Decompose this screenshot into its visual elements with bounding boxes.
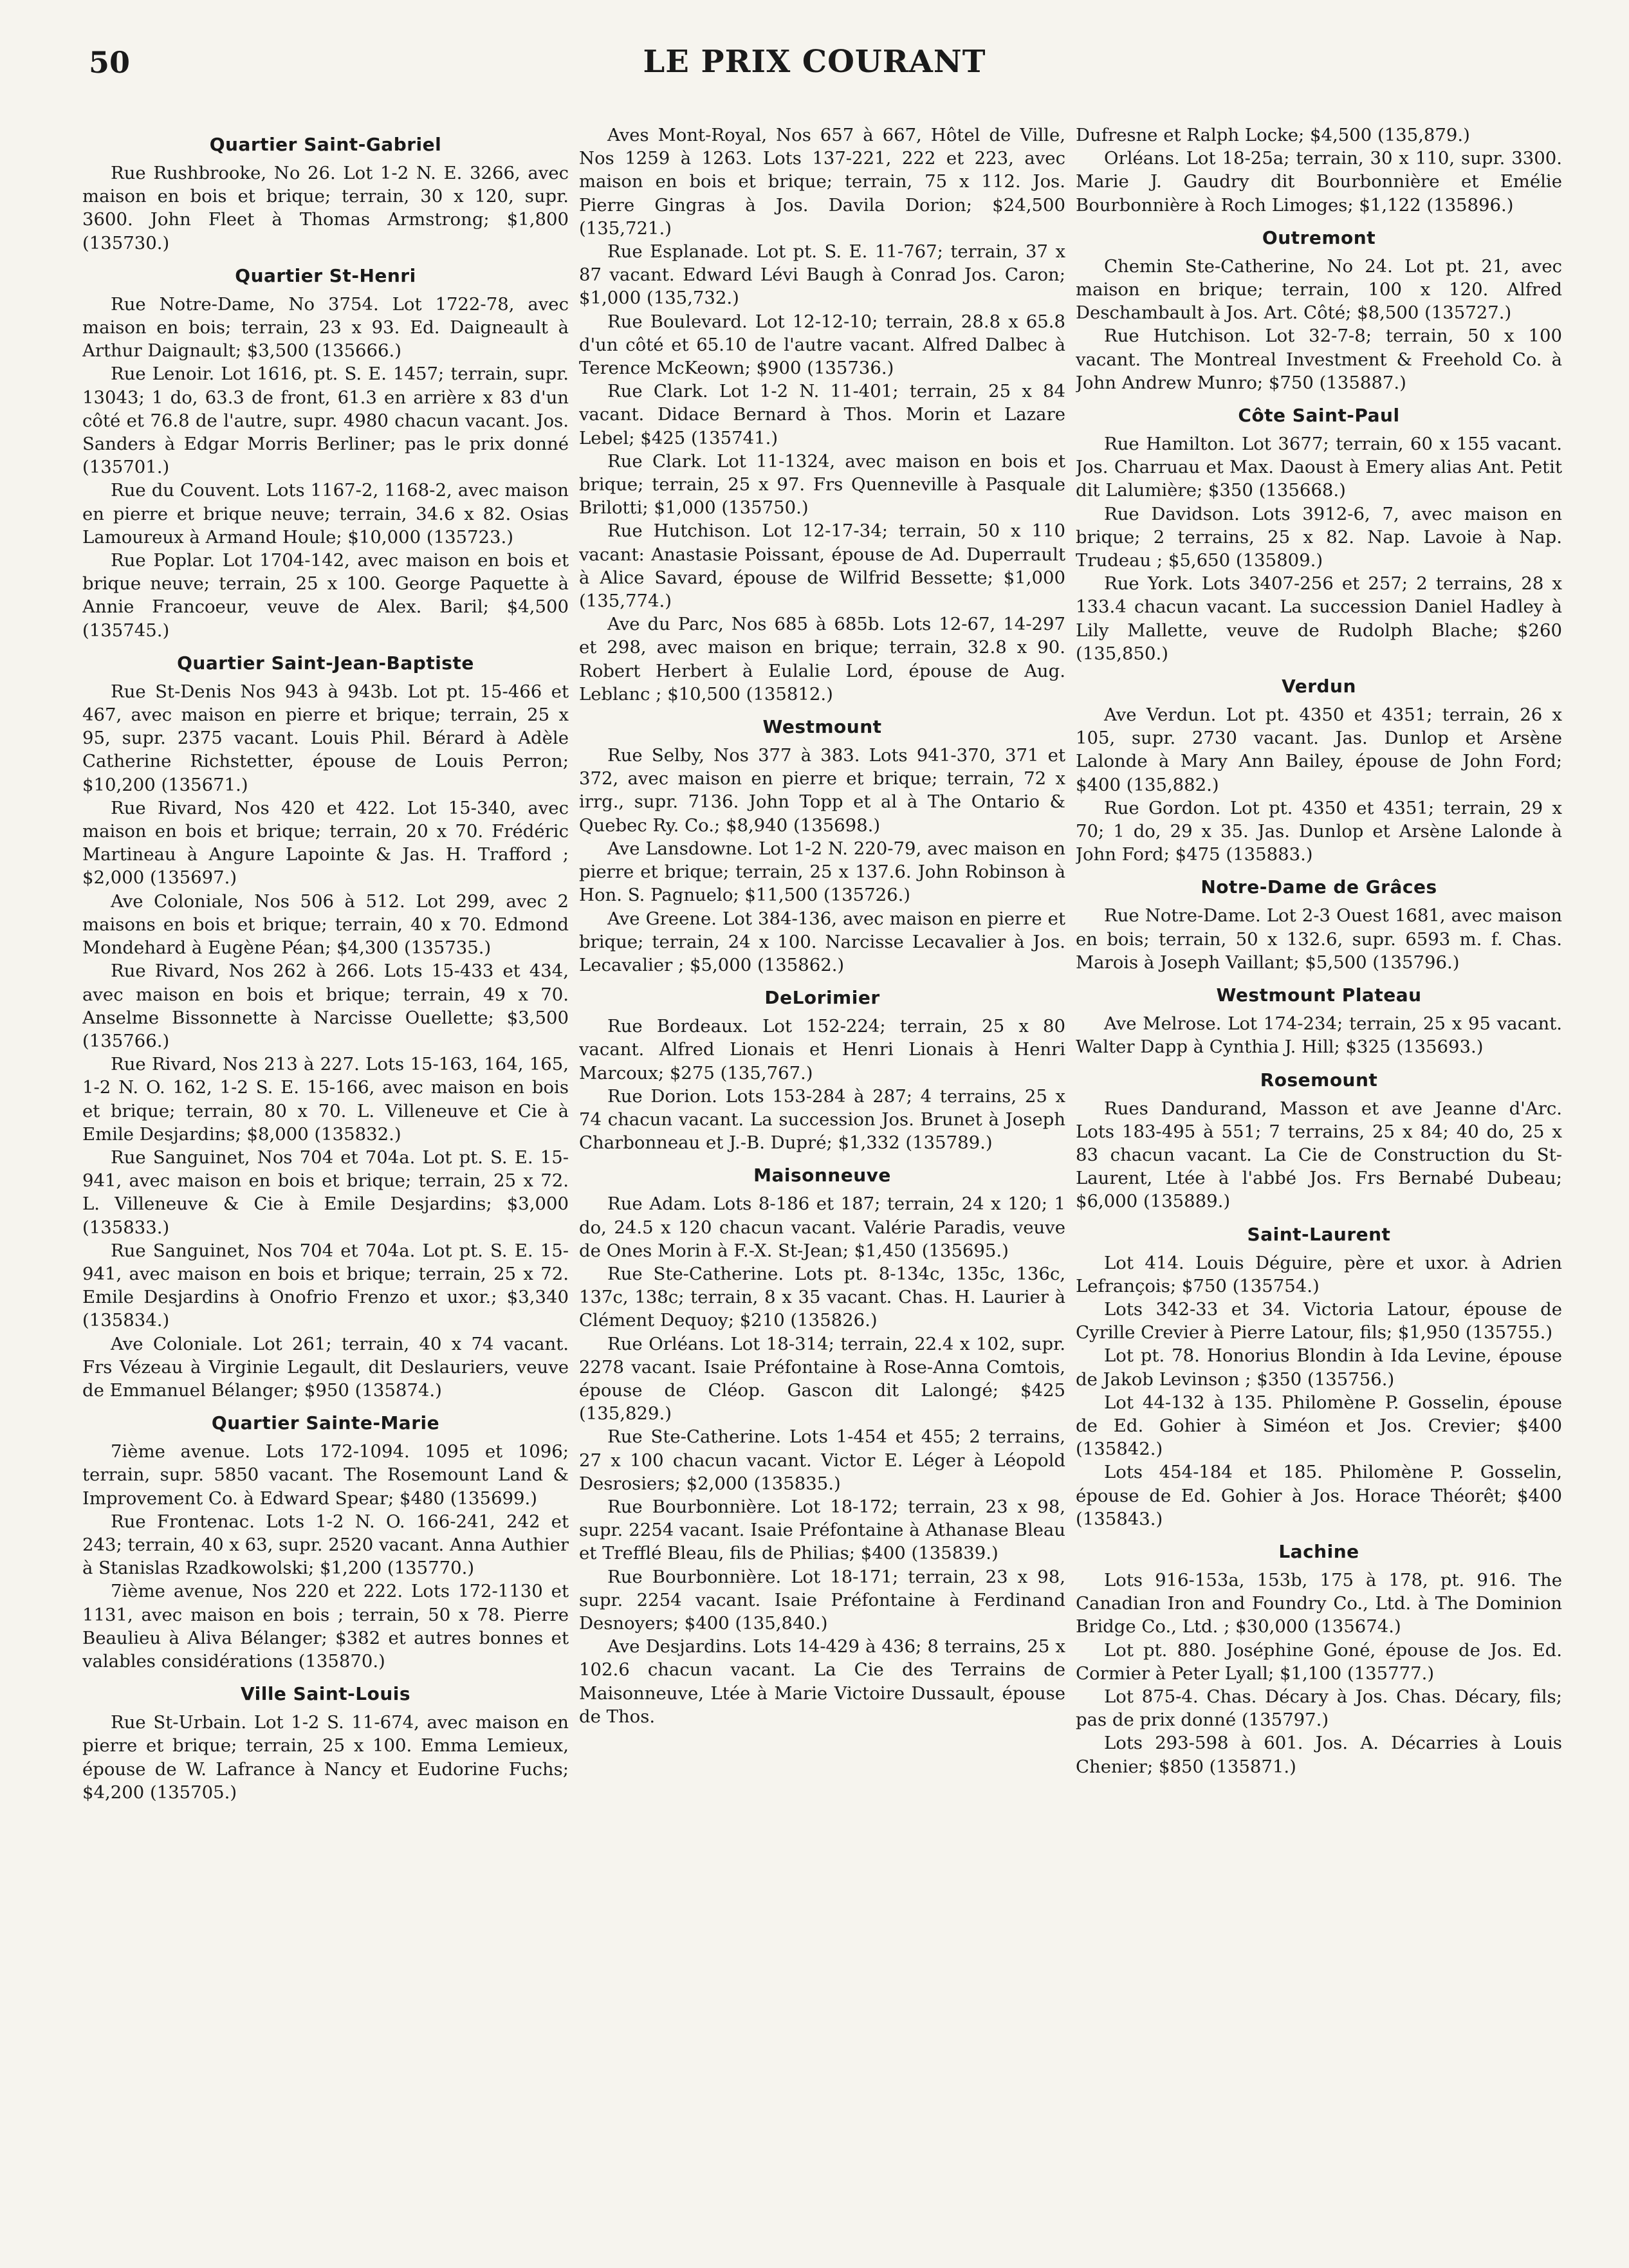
section	[1076, 405, 1562, 665]
transaction-entry: Ave du Parc, Nos 685 à 685b. Lots 12-67, 14-297 et 298, avec maison en brique; terrain, 32.8 x 90. Robert Herbert à Eulalie Lord, épouse de Aug. Leblanc ; $10,500 (135812.)	[579, 614, 1065, 705]
section	[82, 265, 569, 642]
section-heading: DeLorimier	[764, 987, 880, 1009]
transaction-entry: Rue du Couvent. Lots 1167-2, 1168-2, avec maison en pierre et brique neuve; terrain, 34.6 x 82. Osias Lamoureux à Armand Houle; $10,000 (135723.)	[82, 480, 569, 548]
section	[579, 987, 1065, 1154]
transaction-entry: Rue Bordeaux. Lot 152-224; terrain, 25 x 80 vacant. Alfred Lionais et Henri Lionais à Henri Marcoux; $275 (135,767.)	[579, 1016, 1065, 1083]
transaction-entry: Aves Mont-Royal, Nos 657 à 667, Hôtel de Ville, Nos 1259 à 1263. Lots 137-221, 222 et 223, avec maison en bois et brique; terrain, 75 x 112. Jos. Pierre Gingras à Jos. Davila Dorion; $24,500 (135,721.)	[579, 125, 1065, 239]
transaction-entry: Rue Clark. Lot 1-2 N. 11-401; terrain, 25 x 84 vacant. Didace Bernard à Thos. Morin et Lazare Lebel; $425 (135741.)	[579, 381, 1065, 448]
transaction-entry: Ave Melrose. Lot 174-234; terrain, 25 x 95 vacant. Walter Dapp à Cynthia J. Hill; $325 (135693.)	[1076, 1013, 1562, 1058]
transaction-entry: Orléans. Lot 18-25a; terrain, 30 x 110, supr. 3300. Marie J. Gaudry dit Bourbonnière et Emélie Bourbonnière à Roch Limoges; $1,122 (135896.)	[1076, 148, 1562, 216]
section-heading: Rosemount	[1260, 1069, 1378, 1091]
section	[1076, 124, 1562, 217]
section-heading: Westmount	[762, 716, 882, 738]
section-heading: Ville Saint-Louis	[240, 1683, 411, 1705]
page-title: LE PRIX COURANT	[643, 44, 986, 80]
transaction-entry: Dufresne et Ralph Locke; $4,500 (135,879.)	[1076, 125, 1470, 145]
transaction-entry: Rues Dandurand, Masson et ave Jeanne d'Arc. Lots 183-495 à 551; 7 terrains, 25 x 84; 40 do, 25 x 83 chacun vacant. La Cie de Construction du St-Laurent, Ltée à l'abbé Jos. Frs Bernabé Dubeau; $6,000 (135889.)	[1076, 1098, 1562, 1212]
transaction-entry: Rue Bourbonnière. Lot 18-172; terrain, 23 x 98, supr. 2254 vacant. Isaie Préfontaine à Athanase Bleau et Trefflé Bleau, fils de Philias; $400 (135839.)	[579, 1496, 1065, 1564]
section	[579, 124, 1065, 706]
section	[1076, 876, 1562, 974]
section	[1076, 227, 1562, 394]
transaction-entry: Rue Bourbonnière. Lot 18-171; terrain, 23 x 98, supr. 2254 vacant. Isaie Préfontaine à Ferdinand Desnoyers; $400 (135,840.)	[579, 1566, 1065, 1634]
transaction-entry: Lot 875-4. Chas. Décary à Jos. Chas. Décary, fils; pas de prix donné (135797.)	[1076, 1686, 1562, 1731]
section-heading: Westmount Plateau	[1216, 984, 1422, 1006]
transaction-entry: Rue Boulevard. Lot 12-12-10; terrain, 28.8 x 65.8 d'un côté et 65.10 de l'autre vacant. Alfred Dalbec à Terence McKeown; $900 (135736.)	[579, 311, 1065, 379]
transaction-entry: Rue Hutchison. Lot 12-17-34; terrain, 50 x 110 vacant: Anastasie Poissant, épouse de Ad. Duperrault à Alice Savard, épouse de Wilfrid Bessette; $1,000 (135,774.)	[579, 521, 1065, 612]
transaction-entry: Rue Lenoir. Lot 1616, pt. S. E. 1457; terrain, supr. 13043; 1 do, 63.3 de front, 61.3 en arrière x 83 d'un côté et 76.8 de l'autre, supr. 4980 chacun vacant. Jos. Sanders à Edgar Morris Berliner; pas le prix donné (135701.)	[82, 364, 569, 478]
transaction-entry: Lots 342-33 et 34. Victoria Latour, épouse de Cyrille Crevier à Pierre Latour, fils; $1,950 (135755.)	[1076, 1298, 1562, 1343]
section-heading: Saint-Laurent	[1247, 1223, 1391, 1245]
column-left	[82, 124, 569, 2240]
section	[82, 652, 569, 1402]
transaction-entry: Rue Sanguinet, Nos 704 et 704a. Lot pt. S. E. 15-941, avec maison en bois et brique; terrain, 25 x 72. Emile Desjardins à Onofrio Frenzo et uxor.; $3,340 (135834.)	[82, 1240, 569, 1331]
transaction-entry: Rue Rivard, Nos 213 à 227. Lots 15-163, 164, 165, 1-2 N. O. 162, 1-2 S. E. 15-166, avec maison en bois et brique; terrain, 80 x 70. L. Villeneuve et Cie à Emile Desjardins; $8,000 (135832.)	[82, 1054, 569, 1145]
transaction-entry: Rue Adam. Lots 8-186 et 187; terrain, 24 x 120; 1 do, 24.5 x 120 chacun vacant. Valérie Paradis, veuve de Ones Morin à F.-X. St-Jean; $1,450 (135695.)	[579, 1194, 1065, 1261]
transaction-entry: Lots 454-184 et 185. Philomène P. Gosselin, épouse de Ed. Gohier à Jos. Horace Théorêt; $400 (135843.)	[1076, 1462, 1562, 1529]
transaction-entry: Ave Greene. Lot 384-136, avec maison en pierre et brique; terrain, 24 x 100. Narcisse Lecavalier à Jos. Lecavalier ; $5,000 (135862.)	[579, 908, 1065, 975]
section	[82, 1412, 569, 1673]
transaction-entry: Lots 293-598 à 601. Jos. A. Décarries à Louis Chenier; $850 (135871.)	[1076, 1733, 1562, 1777]
section	[1076, 984, 1562, 1058]
section-heading: Quartier Sainte-Marie	[211, 1412, 440, 1434]
section-heading: Maisonneuve	[753, 1165, 891, 1186]
transaction-entry: Rue Ste-Catherine. Lots pt. 8-134c, 135c, 136c, 137c, 138c; terrain, 8 x 35 vacant. Chas. H. Laurier à Clément Dequoy; $210 (135826.)	[579, 1263, 1065, 1331]
transaction-entry: Rue Esplanade. Lot pt. S. E. 11-767; terrain, 37 x 87 vacant. Edward Lévi Baugh à Conrad Jos. Caron; $1,000 (135,732.)	[579, 241, 1065, 309]
transaction-entry: Rue Clark. Lot 11-1324, avec maison en bois et brique; terrain, 25 x 97. Frs Quenneville à Pasquale Brilotti; $1,000 (135750.)	[579, 450, 1065, 519]
transaction-entry: Rue Dorion. Lots 153-284 à 287; 4 terrains, 25 x 74 chacun vacant. La succession Jos. Brunet à Joseph Charbonneau et J.-B. Dupré; $1,332 (135789.)	[579, 1085, 1065, 1154]
column-right	[1076, 124, 1562, 2240]
transaction-entry: Rue St-Urbain. Lot 1-2 S. 11-674, avec maison en pierre et brique; terrain, 25 x 100. Emma Lemieux, épouse de W. Lafrance à Nancy et Eudorine Fuchs; $4,200 (135705.)	[82, 1712, 569, 1803]
transaction-entry: Rue Hamilton. Lot 3677; terrain, 60 x 155 vacant. Jos. Charruau et Max. Daoust à Emery alias Ant. Petit dit Lalumière; $350 (135668.)	[1076, 434, 1562, 501]
section-heading: Outremont	[1262, 226, 1376, 248]
transaction-entry: Rue Hutchison. Lot 32-7-8; terrain, 50 x 100 vacant. The Montreal Investment & Freehold Co. à John Andrew Munro; $750 (135887.)	[1076, 326, 1562, 393]
transaction-entry: Rue Ste-Catherine. Lots 1-454 et 455; 2 terrains, 27 x 100 chacun vacant. Victor E. Léger à Léopold Desrosiers; $2,000 (135835.)	[579, 1426, 1065, 1494]
transaction-entry: Lot pt. 78. Honorius Blondin à Ida Levine, épouse de Jakob Levinson ; $350 (135756.)	[1076, 1345, 1562, 1390]
column-middle	[579, 124, 1065, 2240]
transaction-entry: Chemin Ste-Catherine, No 24. Lot pt. 21, avec maison en brique; terrain, 100 x 120. Alfred Deschambault à Jos. Art. Côté; $8,500 (135727.)	[1076, 255, 1562, 324]
section	[1076, 1224, 1562, 1531]
section-heading: Verdun	[1282, 676, 1356, 697]
transaction-entry: Rue York. Lots 3407-256 et 257; 2 terrains, 28 x 133.4 chacun vacant. La succession Daniel Hadley à Lily Mallette, veuve de Rudolph Blache; $260 (135,850.)	[1076, 573, 1562, 664]
transaction-entry: 7ième avenue, Nos 220 et 222. Lots 172-1130 et 1131, avec maison en bois ; terrain, 50 x 78. Pierre Beaulieu à Aliva Bélanger; $382 et autres bonnes et valables considérations (135870.)	[82, 1581, 569, 1672]
section-heading: Quartier Saint-Jean-Baptiste	[177, 652, 474, 674]
section-heading: Côte Saint-Paul	[1238, 405, 1400, 427]
transaction-entry: Lots 916-153a, 153b, 175 à 178, pt. 916. The Canadian Iron and Foundry Co., Ltd. à The Dominion Bridge Co., Ltd. ; $30,000 (135674.)	[1076, 1569, 1562, 1637]
section	[579, 1165, 1065, 1728]
transaction-entry: Rue Selby, Nos 377 à 383. Lots 941-370, 371 et 372, avec maison en pierre et brique; terrain, 72 x irrg., supr. 7136. John Topp et al à The Ontario & Quebec Ry. Co.; $8,940 (135698.)	[579, 745, 1065, 836]
section	[1076, 1541, 1562, 1778]
transaction-entry: Lot pt. 880. Joséphine Goné, épouse de Jos. Ed. Cormier à Peter Lyall; $1,100 (135777.)	[1076, 1639, 1562, 1684]
transaction-entry: Rue Rivard, Nos 420 et 422. Lot 15-340, avec maison en bois et brique; terrain, 20 x 70. Frédéric Martineau à Angure Lapointe & Jas. H. Trafford ; $2,000 (135697.)	[82, 797, 569, 889]
section-heading: Quartier St-Henri	[235, 264, 416, 286]
transaction-entry: Rue Gordon. Lot pt. 4350 et 4351; terrain, 29 x 70; 1 do, 29 x 35. Jas. Dunlop et Arsène Lalonde à John Ford; $475 (135883.)	[1076, 797, 1562, 865]
transaction-entry: Ave Desjardins. Lots 14-429 à 436; 8 terrains, 25 x 102.6 chacun vacant. La Cie des Terrains de Maisonneuve, Ltée à Marie Victoire Dussault, épouse de Thos.	[579, 1636, 1065, 1727]
transaction-entry: Lot 414. Louis Déguire, père et uxor. à Adrien Lefrançois; $750 (135754.)	[1076, 1252, 1562, 1296]
transaction-entry: Ave Lansdowne. Lot 1-2 N. 220-79, avec maison en pierre et brique; terrain, 25 x 137.6. John Robinson à Hon. S. Pagnuelo; $11,500 (135726.)	[579, 838, 1065, 906]
transaction-entry: Rue Notre-Dame, No 3754. Lot 1722-78, avec maison en bois; terrain, 23 x 93. Ed. Daigneault à Arthur Daignault; $3,500 (135666.)	[82, 293, 569, 362]
section	[82, 134, 569, 255]
section	[579, 716, 1065, 977]
transaction-entry: Rue St-Denis Nos 943 à 943b. Lot pt. 15-466 et 467, avec maison en pierre et brique; terrain, 25 x 95, supr. 2375 vacant. Louis Phil. Bérard à Adèle Catherine Richstetter, épouse de Louis Perron; $10,200 (135671.)	[82, 681, 569, 795]
page-number: 50	[89, 45, 131, 80]
transaction-entry: Rue Orléans. Lot 18-314; terrain, 22.4 x 102, supr. 2278 vacant. Isaie Préfontaine à Rose-Anna Comtois, épouse de Cléop. Gascon dit Lalongé; $425 (135,829.)	[579, 1333, 1065, 1424]
transaction-entry: Rue Rivard, Nos 262 à 266. Lots 15-433 et 434, avec maison en bois et brique; terrain, 49 x 70. Anselme Bissonnette à Narcisse Ouellette; $3,500 (135766.)	[82, 961, 569, 1051]
section-heading: Lachine	[1278, 1540, 1359, 1562]
transaction-entry: Lot 44-132 à 135. Philomène P. Gosselin, épouse de Ed. Gohier à Siméon et Jos. Crevier; $400 (135842.)	[1076, 1392, 1562, 1460]
transaction-entry: Ave Verdun. Lot pt. 4350 et 4351; terrain, 26 x 105, supr. 2730 vacant. Jas. Dunlop et Arsène Lalonde à Mary Ann Bailey, épouse de John Ford; $400 (135,882.)	[1076, 705, 1562, 795]
section	[82, 1683, 569, 1804]
transaction-entry: Ave Coloniale, Nos 506 à 512. Lot 299, avec 2 maisons en bois et brique; terrain, 40 x 70. Edmond Mondehard à Eugène Péan; $4,300 (135735.)	[82, 890, 569, 959]
transaction-entry: Rue Poplar. Lot 1704-142, avec maison en bois et brique neuve; terrain, 25 x 100. George Paquette à Annie Francoeur, veuve de Alex. Baril; $4,500 (135745.)	[82, 550, 569, 641]
section-heading: Notre-Dame de Grâces	[1201, 876, 1437, 898]
transaction-entry: Rue Notre-Dame. Lot 2-3 Ouest 1681, avec maison en bois; terrain, 50 x 132.6, supr. 6593 m. f. Chas. Marois à Joseph Vaillant; $5,500 (135796.)	[1076, 905, 1562, 973]
transaction-entry: Ave Coloniale. Lot 261; terrain, 40 x 74 vacant. Frs Vézeau à Virginie Legault, dit Deslauriers, veuve de Emmanuel Bélanger; $950 (135874.)	[82, 1333, 569, 1401]
section	[1076, 676, 1562, 866]
transaction-entry: Rue Frontenac. Lots 1-2 N. O. 166-241, 242 et 243; terrain, 40 x 63, supr. 2520 vacant. Anna Authier à Stanislas Rzadkowolski; $1,200 (135770.)	[82, 1511, 569, 1579]
transaction-entry: 7ième avenue. Lots 172-1094. 1095 et 1096; terrain, supr. 5850 vacant. The Rosemount Land & Improvement Co. à Edward Spear; $480 (135699.)	[82, 1441, 569, 1509]
section-heading: Quartier Saint-Gabriel	[209, 134, 442, 155]
transaction-entry: Rue Rushbrooke, No 26. Lot 1-2 N. E. 3266, avec maison en bois et brique; terrain, 30 x 120, supr. 3600. John Fleet à Thomas Armstrong; $1,800 (135730.)	[82, 163, 569, 254]
section	[1076, 1069, 1562, 1213]
transaction-entry: Rue Sanguinet, Nos 704 et 704a. Lot pt. S. E. 15-941, avec maison en bois et brique; terrain, 25 x 72. L. Villeneuve & Cie à Emile Desjardins; $3,000 (135833.)	[82, 1147, 569, 1238]
transaction-entry: Rue Davidson. Lots 3912-6, 7, avec maison en brique; 2 terrains, 25 x 82. Nap. Lavoie à Nap. Trudeau ; $5,650 (135809.)	[1076, 503, 1562, 571]
